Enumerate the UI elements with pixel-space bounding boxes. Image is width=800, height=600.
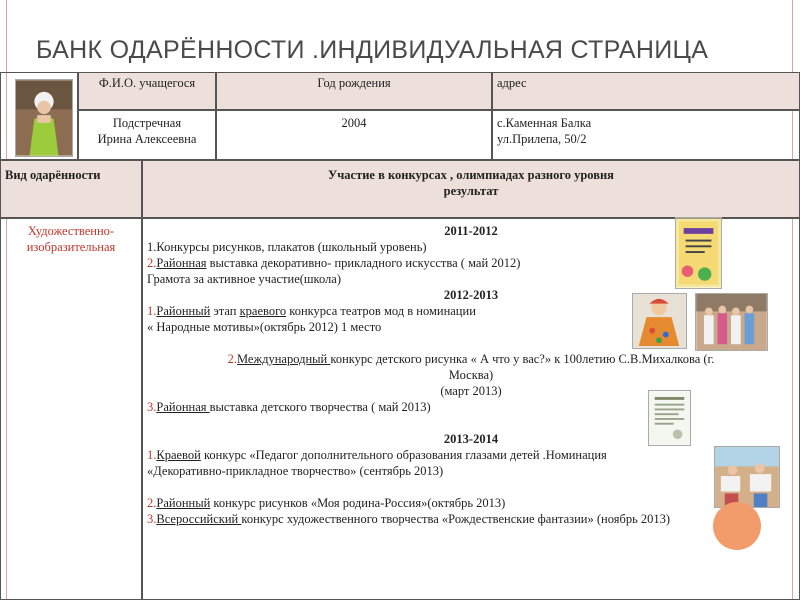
birth-year-cell: 2004 xyxy=(216,110,492,160)
header-birth-year: Год рождения xyxy=(216,72,492,110)
header-giftedness-type: Вид одарённости xyxy=(0,160,142,218)
list-item-cont: «Декоративно-прикладное творчество» (сентябрь 2013) xyxy=(147,464,444,478)
list-item: 3.Районная выставка детского творчества ( май 2013) xyxy=(147,400,431,414)
year-label-2011: 2011-2012 xyxy=(444,224,498,238)
group-photo xyxy=(695,293,768,351)
address-cell xyxy=(492,110,800,160)
decorative-circle xyxy=(713,502,761,550)
header-participation: Участие в конкурсах , олимпиадах разного уровня результат xyxy=(142,160,800,218)
list-item: 3.Всероссийский конкурс художественного творчества «Рождественские фантазии» (ноябрь 2013) xyxy=(147,512,671,526)
student-name-line2: Ирина Алексеевна xyxy=(97,132,197,146)
student-photo xyxy=(15,79,73,157)
diploma-image xyxy=(648,390,691,446)
address-line1: с.Каменная Балка xyxy=(497,116,592,130)
list-item-date: (март 2013) xyxy=(440,384,502,398)
address-line2: ул.Прилепа, 50/2 xyxy=(497,132,587,146)
certificate-image xyxy=(675,217,722,289)
list-item: Грамота за активное участие(школа) xyxy=(147,272,342,286)
student-name-line1: Подстречная xyxy=(112,116,182,130)
craft-doll-image xyxy=(632,293,687,349)
list-item: 2.Международный конкурс детского рисунка « А что у вас?» к 100летию С.В.Михалкова (г. xyxy=(227,352,715,366)
giftedness-type-cell: Художественно- изобразительная xyxy=(0,218,142,600)
header-fio: Ф.И.О. учащегося xyxy=(78,72,216,110)
list-item: 1.Районный этап краевого конкурса театров мод в номинации xyxy=(147,304,476,318)
list-item: 1.Краевой конкурс «Педагог дополнительного образования глазами детей .Номинация xyxy=(147,448,607,462)
page-title: БАНК ОДАРЁННОСТИ .ИНДИВИДУАЛЬНАЯ СТРАНИЦА xyxy=(36,36,709,64)
drawing-photo xyxy=(714,446,780,508)
student-name-cell xyxy=(78,110,216,160)
list-item: 2.Районная выставка декоративно- прикладного искусства ( май 2012) xyxy=(147,256,521,270)
list-item-cont: Москва) xyxy=(448,368,494,382)
year-label-2013: 2013-2014 xyxy=(443,432,499,446)
list-item: « Народные мотивы»(октябрь 2012) 1 место xyxy=(147,320,382,334)
list-item: 2.Районный конкурс рисунков «Моя родина-Россия»(октябрь 2013) xyxy=(147,496,506,510)
list-item: 1.Конкурсы рисунков, плакатов (школьный уровень) xyxy=(147,240,427,254)
year-label-2012: 2012-2013 xyxy=(443,288,499,302)
header-address: адрес xyxy=(492,72,800,110)
